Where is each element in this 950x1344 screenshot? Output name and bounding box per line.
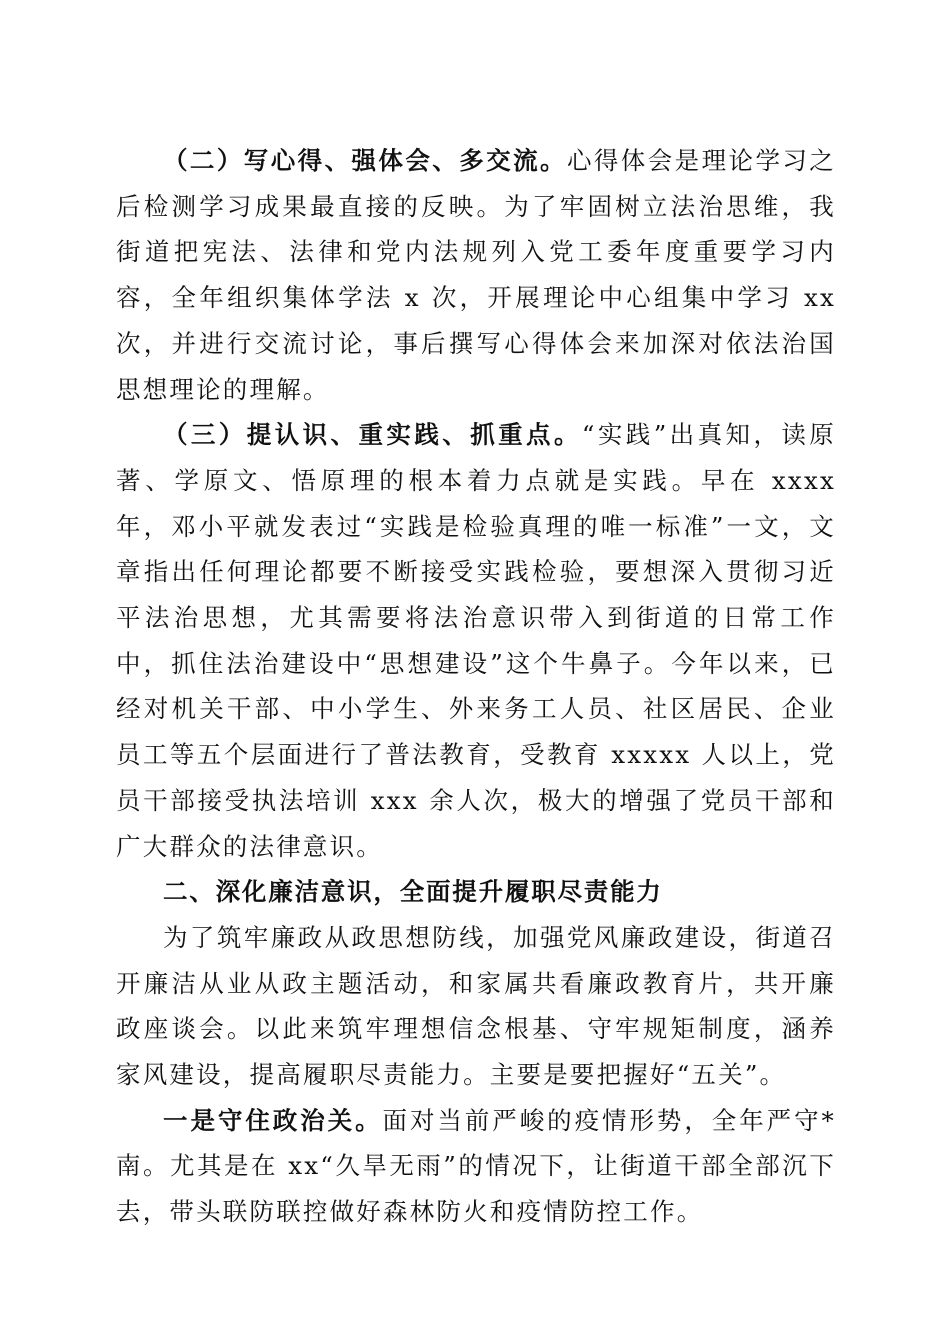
paragraph-write-experience <box>116 138 836 412</box>
paragraph-text: “实践”出真知，读原著、学原文、悟原理的根本着力点就是实践。早在 xxxx 年，邓小平就发表过“实践是检验真理的唯一标准”一文，文章指出任何理论都要不断接受实践检验，要想深入贯彻习近平法治思想，尤其需要将法治意识带入到街道的日常工作中，抓住法治建设中“思想建设”这个牛鼻子。今年以来，已经对机关干部、中小学生、外来务工人员、社区居民、企业员工等五个层面进行了普法教育，受教育 xxxxx 人以上，党员干部接受执法培训 xxx 余人次，极大的增强了党员干部和广大群众的法律意识。 <box>116 420 836 861</box>
paragraph-lead: 一是守住政治关。 <box>163 1105 383 1135</box>
section-intro-paragraph: 为了筑牢廉政从政思想防线，加强党风廉政建设，街道召开廉洁从业从政主题活动，和家属共看廉政教育片，共开廉政座谈会。以此来筑牢理想信念根基、守牢规矩制度，涵养家风建设，提高履职尽责能力。主要是要把握好“五关”。 <box>116 922 836 1090</box>
paragraph-text: 面对当前严峻的疫情形势，全年严守*南。尤其是在 xx“久旱无雨”的情况下，让街道干部全部沉下去，带头联防联控做好森林防火和疫情防控工作。 <box>116 1105 836 1227</box>
paragraph-political-gate <box>116 1098 836 1235</box>
paragraph-lead: （二）写心得、强体会、多交流。 <box>163 146 567 175</box>
document-body <box>116 138 836 1235</box>
section-heading: 二、深化廉洁意识，全面提升履职尽责能力 <box>163 877 663 907</box>
paragraph-practice <box>116 412 836 869</box>
paragraph-lead: （三）提认识、重实践、抓重点。 <box>163 420 582 450</box>
paragraph-text: 心得体会是理论学习之后检测学习成果最直接的反映。为了牢固树立法治思维，我街道把宪法、法律和党内法规列入党工委年度重要学习内容，全年组织集体学法 x 次，开展理论中心组集中学习 xx 次，并进行交流讨论，事后撰写心得体会来加深对依法治国思想理论的理解。 <box>116 146 836 404</box>
